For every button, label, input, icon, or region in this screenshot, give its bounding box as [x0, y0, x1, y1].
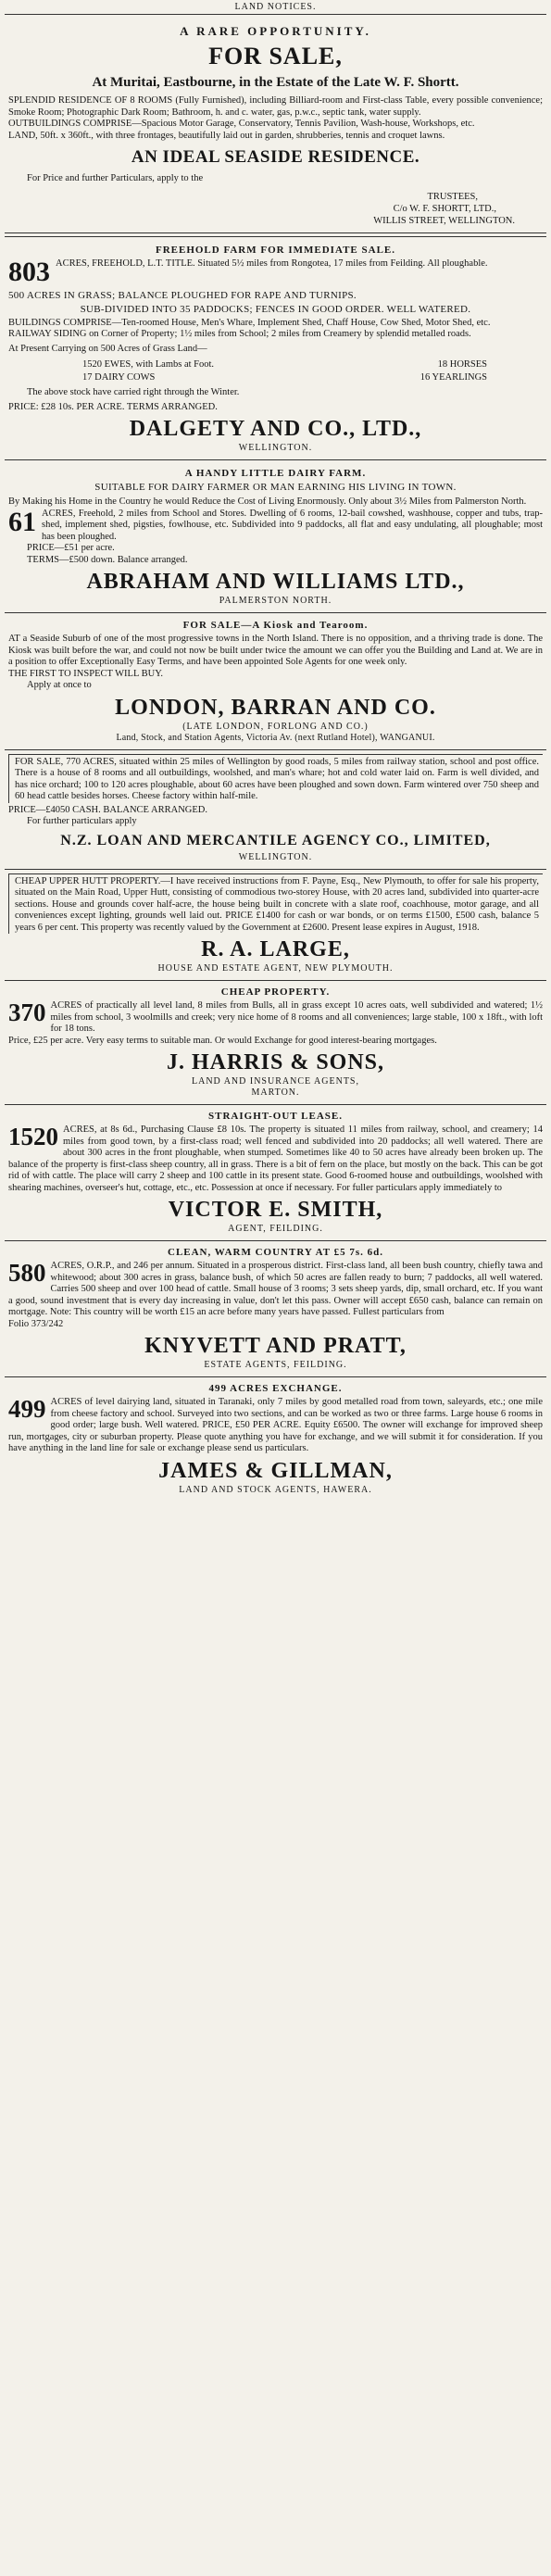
ad-muritai-residence [5, 15, 546, 233]
stock-row [8, 358, 543, 371]
ad-paragraph: SPLENDID RESIDENCE OF 8 ROOMS (Fully Furnished), including Billiard-room and First-class Table, every possible convenience; Smoke Room; Photographic Dark Room; Bathroom, h. and c. water, gas, p.w.c., septic tank, water supply. [8, 95, 543, 118]
ad-straight-out-lease [5, 1105, 546, 1241]
ad-paragraph: At Present Carrying on 500 Acres of Grass Land— [8, 343, 207, 354]
agent-description: LAND AND INSURANCE AGENTS, [191, 1076, 359, 1087]
ad-paragraph: ACRES of practically all level land, 8 miles from Bulls, all in grass except 10 acres oats, well subdivided and watered; 1½ miles from school, 3 woolmills and creek; very nice home of 8 rooms and all conveniences; large stable, 100 x 18ft., with loft for 18 tons. [50, 1000, 543, 1034]
ad-paragraph: ACRES, at 8s 6d., Purchasing Clause £8 10s. The property is situated 11 miles from railway, school, and creamery; 14 miles from good town, by a first-class road; well fenced and subdivided into 20 paddocks; all well watered. There are about 300 acres in the front ploughable, when stumped. Sometimes like 40 to 50 acres have already been broken up. The balance of the property is first-class sheep country, all in grass. There is a bit of fern on the place, but mostly on the back. This can be got rid of with cattle. The place will carry 2 sheep and 100 cattle in its present state. Good 6-roomed house and outbuildings, woolshed with shearing machines, overseer's hut, cottage, etc., etc. Possession at once if necessary. For fuller particulars apply immediately to [8, 1125, 543, 1193]
care-of-line: C/o W. F. SHORTT, LTD., [393, 203, 496, 214]
ad-caps-line: SUITABLE FOR DAIRY FARMER OR MAN EARNING HIS LIVING IN TOWN. [94, 482, 457, 493]
agent-location: MARTON. [251, 1087, 300, 1098]
ad-paragraph: The above stock have carried right through the Winter. [27, 387, 240, 397]
ad-paragraph: OUTBUILDINGS COMPRISE—Spacious Motor Garage, Conservatory, Tennis Pavilion, Wash-house, Workshops, etc. [8, 119, 475, 129]
ad-paragraph: BUILDINGS COMPRISE—Ten-roomed House, Men's Whare, Implement Shed, Chaff House, Cow Shed, Motor Shed, etc. [8, 317, 491, 328]
agent-name: N.Z. LOAN AND MERCANTILE AGENCY CO., LIMITED, [60, 832, 491, 848]
ad-paragraph: ACRES, FREEHOLD, L.T. TITLE. Situated 5½ miles from Rongotea, 17 miles from Feilding. All ploughable. [56, 258, 488, 269]
agent-name: J. HARRIS & SONS, [166, 1050, 385, 1074]
agent-name: LONDON, BARRAN AND CO. [115, 695, 436, 720]
ad-paragraph: AT a Seaside Suburb of one of the most progressive towns in the North Island. There is no opposition, and a thriving trade is done. The Kiosk was built before the war, and could not now be built under twice the amount we can offer you the Building and Land at. We are in a position to offer Exceptionally Easy Terms, and have been appointed Sole Agents for one week only. [8, 634, 543, 667]
acreage-lead: 580 [8, 1259, 46, 1287]
for-sale-heading: FOR SALE, [208, 43, 343, 69]
agent-name: VICTOR E. SMITH, [168, 1198, 383, 1222]
price-line: PRICE—£4050 CASH. BALANCE ARRANGED. [8, 804, 207, 815]
terms-line: TERMS—£500 down. Balance arranged. [27, 554, 188, 565]
agent-location: AGENT, FEILDING. [228, 1224, 323, 1234]
ad-title: FREEHOLD FARM FOR IMMEDIATE SALE. [155, 244, 395, 256]
ad-cheap-property [5, 981, 546, 1105]
ad-heading: A RARE OPPORTUNITY. [180, 24, 371, 38]
ad-upper-hutt [5, 870, 546, 982]
ad-title: CHEAP PROPERTY. [220, 986, 331, 998]
agent-location: LAND AND STOCK AGENTS, HAWERA. [179, 1484, 372, 1495]
ad-paragraph: Price, £25 per acre. Very easy terms to suitable man. Or would Exchange for good interest-bearing mortgages. [8, 1035, 437, 1046]
agent-location: WELLINGTON. [238, 851, 313, 862]
acreage-lead: 803 [8, 256, 50, 287]
agent-location: ESTATE AGENTS, FEILDING. [204, 1360, 347, 1370]
section-banner: LAND NOTICES. [5, 2, 546, 15]
apply-line: For Price and further Particulars, apply to the [27, 173, 204, 183]
agent-location: HOUSE AND ESTATE AGENT, NEW PLYMOUTH. [157, 963, 394, 974]
ad-title: 499 ACRES EXCHANGE. [208, 1383, 343, 1394]
agent-name: R. A. LARGE, [201, 937, 350, 961]
ad-title: A HANDY LITTLE DAIRY FARM. [184, 468, 367, 479]
stock-item: 18 HORSES [437, 359, 487, 370]
acreage-lead: 61 [8, 506, 36, 537]
ad-title: CLEAN, WARM COUNTRY AT £5 7s. 6d. [168, 1247, 383, 1258]
trustees-line: TRUSTEES, [427, 191, 478, 202]
agent-former-name: (LATE LONDON, FORLONG AND CO.) [182, 721, 369, 732]
agent-location: WELLINGTON. [238, 443, 313, 453]
ideal-heading: AN IDEAL SEASIDE RESIDENCE. [131, 147, 420, 167]
ad-freehold-farm [5, 236, 546, 461]
ad-title: STRAIGHT-OUT LEASE. [208, 1111, 343, 1122]
apply-line: For further particulars apply [27, 816, 137, 826]
ad-paragraph: LAND, 50ft. x 360ft., with three frontages, beautifully laid out in garden, shrubberies, tennis and croquet lawns. [8, 130, 445, 141]
ad-paragraph: By Making his Home in the Country he would Reduce the Cost of Living Enormously. Only about 3½ Miles from Palmerston North. [8, 496, 527, 507]
agent-location: PALMERSTON NORTH. [219, 596, 332, 606]
land-notices-page [5, 0, 546, 1502]
ad-bracket-box [8, 754, 543, 803]
acreage-lead: 499 [8, 1395, 46, 1423]
ad-770-acres [5, 750, 546, 870]
address-line: WILLIS STREET, WELLINGTON. [373, 215, 515, 226]
apply-line: Apply at once to [27, 680, 92, 690]
stock-row [8, 371, 543, 384]
folio-line: Folio 373/242 [8, 1318, 64, 1329]
agent-name: KNYVETT AND PRATT, [144, 1334, 407, 1358]
ad-paragraph: 500 ACRES IN GRASS; BALANCE PLOUGHED FOR RAPE AND TURNIPS. [8, 289, 357, 301]
ad-dairy-farm [5, 460, 546, 613]
ad-kiosk-tearoom [5, 613, 546, 750]
agent-name: DALGETY AND CO., LTD., [129, 417, 422, 441]
ad-paragraph: FOR SALE, 770 ACRES, situated within 25 miles of Wellington by good roads, 5 miles from railway station, school and post office. There is a house of 8 rooms and all outbuildings, woolshed, and man's whare; hot and cold water laid on. Farm is well divided, and has nice orchard; 100 to 120 acres ploughable, about 60 acres have been ploughed and sown down. Farm wintered over 750 sheep and 60 head cattle besides horses. Cheese factory within half-mile. [15, 756, 539, 801]
price-line: PRICE: £28 10s. PER ACRE. TERMS ARRANGED. [8, 401, 218, 412]
acreage-lead: 1520 [8, 1123, 58, 1150]
ad-paragraph: ACRES, Freehold, 2 miles from School and Stores. Dwelling of 6 rooms, 12-bail cowshed, washhouse, copper and tubs, trap-shed, implement shed, pigsties, fowlhouse, etc. Subdivided into 9 paddocks, all flat and easy undulating, all ploughable; most has been ploughed. [42, 508, 543, 542]
ad-paragraph: ACRES of level dairying land, situated in Taranaki, only 7 miles by good metalled road from town, saleyards, etc.; one mile from cheese factory and school. Surveyed into two sections, and can be worked as two or three farms. Large house 6 rooms in good order; large bush. Well watered. PRICE, £50 PER ACRE. Equity £6500. The owner will exchange for improved sheep run, mortgages, city or suburban property. Please quote anything you have for exchange, and we will submit it for consideration. If you have anything in the land line for sale or exchange please send us particulars. [8, 1397, 543, 1453]
ad-exchange [5, 1377, 546, 1502]
ad-paragraph: RAILWAY SIDING on Corner of Property; 1½ miles from School; 2 miles from Creamery by splendid metalled roads. [8, 329, 471, 339]
ad-paragraph: ACRES, O.R.P., and 246 per annum. Situated in a prosperous district. First-class land, all been bush country, chiefly tawa and whitewood; about 300 acres in grass, balance bush, of which 50 acres are fallen ready to burn; 7 paddocks, all well watered. Carries 500 sheep and over 100 head of cattle. Small house of 3 rooms; 3 sets sheep yards, dip, small orchard, etc. If you want a good, sound investment that is every day increasing in value, don't let this pass. Owner will accept £650 cash, balance can remain on mortgage. Note: This country will be worth £15 an acre before many years have passed. Fullest particulars from [8, 1261, 543, 1317]
ad-paragraph: SUB-DIVIDED INTO 35 PADDOCKS; FENCES IN GOOD ORDER. WELL WATERED. [80, 303, 471, 315]
ad-paragraph: THE FIRST TO INSPECT WILL BUY. [8, 668, 164, 679]
stock-item: 1520 EWES, with Lambs at Foot. [82, 359, 215, 370]
ad-bracket-box [8, 873, 543, 935]
agent-name: ABRAHAM AND WILLIAMS LTD., [86, 570, 465, 594]
stock-item: 17 DAIRY COWS [82, 372, 156, 383]
price-line: PRICE—£51 per acre. [27, 543, 115, 553]
stock-item: 16 YEARLINGS [420, 372, 487, 383]
agent-name: JAMES & GILLMAN, [158, 1458, 393, 1483]
ad-clean-warm-country [5, 1241, 546, 1377]
acreage-lead: 370 [8, 999, 46, 1026]
ad-paragraph: CHEAP UPPER HUTT PROPERTY.—I have received instructions from F. Payne, Esq., New Plymouth, to offer for sale his property, situated on the Main Road, Upper Hutt, consisting of commodious two-storey House, with 20 acres land, subdivided into quarter-acre sections. House and grounds cover half-acre, the house being built in concrete with a slate roof, coachhouse, motor garage, and all conveniences except lighting, grounds well laid out. PRICE £1400 for cash or war bonds, or on terms £1500, £500 cash, balance 5 years 6 per cent. This property was recently valued by the Government at £2600. Present lease expires in August, 1918. [15, 875, 539, 933]
agent-location: Land, Stock, and Station Agents, Victoria Av. (next Rutland Hotel), WANGANUI. [116, 732, 435, 743]
ad-title: FOR SALE—A Kiosk and Tearoom. [182, 620, 369, 631]
ad-subheading: At Muritai, Eastbourne, in the Estate of the Late W. F. Shortt. [92, 75, 459, 90]
